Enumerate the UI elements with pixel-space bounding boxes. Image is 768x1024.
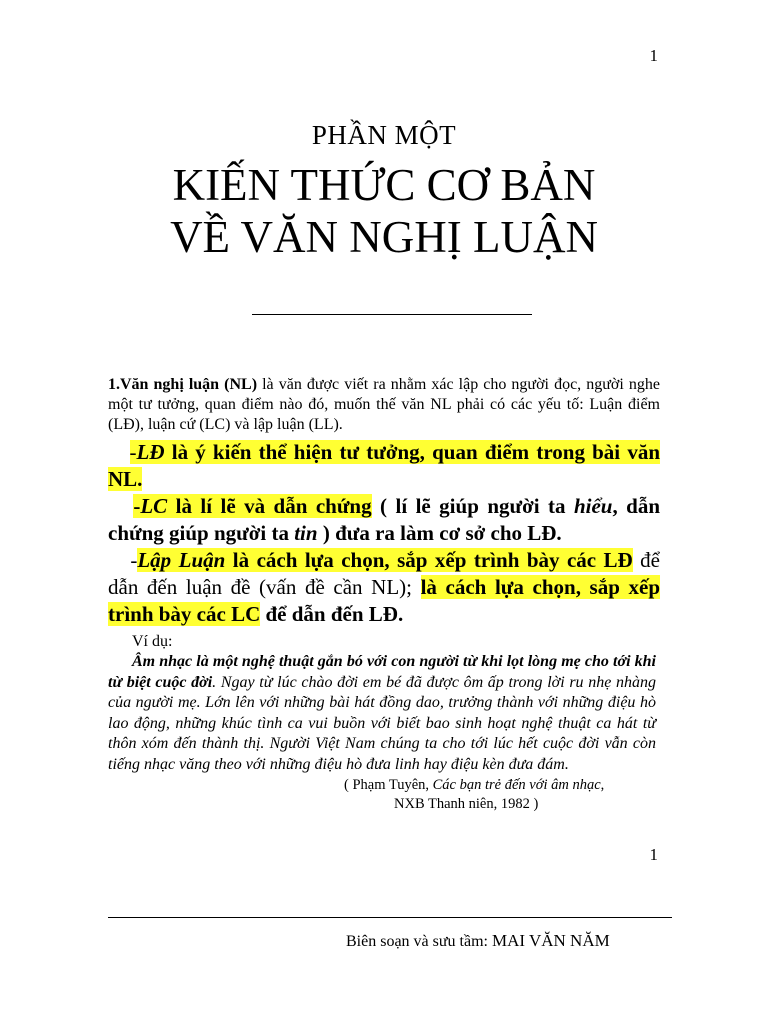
title-line-2: VỀ VĂN NGHỊ LUẬN <box>170 212 598 262</box>
part-heading: PHẦN MỘT <box>311 120 457 150</box>
intro-text: là văn được viết ra nhằm xác lập cho người đọc, người nghe một tư tưởng, quan điểm nào đó, muốn thế văn NL phải có các yếu tố: Luận điểm (LĐ), luận cứ (LC) và lập luận (LL). <box>108 376 660 433</box>
ll-highlight-1: Lập Luận là cách lựa chọn, sắp xếp trình bày các LĐ <box>137 548 633 572</box>
definition-ld <box>108 439 660 493</box>
lc-highlight: -LC là lí lẽ và dẫn chứng <box>133 494 372 518</box>
citation-title: Các bạn trẻ đến với âm nhạc <box>432 777 601 793</box>
intro-lead: 1.Văn nghị luận (NL) <box>108 376 258 393</box>
example-label: Ví dụ: <box>132 633 173 650</box>
example-bold: Âm nhạc là một nghệ thuật gắn bó với con người từ khi lọt lòng mẹ cho tới khi từ biệt cuộc đời <box>108 653 656 691</box>
footer-label: Biên soạn và sưu tầm: <box>346 933 492 950</box>
lc-term: LC <box>140 494 168 518</box>
intro-paragraph <box>108 375 660 435</box>
ld-highlight: -LĐ là ý kiến thể hiện tư tưởng, quan điểm trong bài văn NL. <box>108 440 660 491</box>
title-line-1: KIẾN THỨC CƠ BẢN <box>172 160 596 210</box>
ld-text: là ý kiến thể hiện tư tưởng, quan điểm trong bài văn NL. <box>108 440 660 491</box>
definition-ll: -Lập Luận là cách lựa chọn, sắp xếp trình bày các LĐ để dẫn đến luận đề (vấn đề cần NL); là cách lựa chọn, sắp xếp trình bày các LC để dẫn đến LĐ. <box>108 548 661 626</box>
footer <box>346 931 610 951</box>
page-number-top: 1 <box>649 46 658 65</box>
main-content <box>108 375 660 814</box>
title-divider <box>252 314 532 315</box>
definition-lc: -LC là lí lẽ và dẫn chứng ( lí lẽ giúp người ta hiểu, dẫn chứng giúp người ta tin ) đưa ra làm cơ sở cho LĐ. <box>108 494 661 545</box>
footer-author: MAI VĂN NĂM <box>491 931 610 950</box>
citation-line-1: ( Phạm Tuyên, Các bạn trẻ đến với âm nhạc, <box>344 777 605 793</box>
ll-term: Lập Luận <box>137 548 226 572</box>
page-number-bottom: 1 <box>649 845 658 864</box>
ll-highlight-2: là cách lựa chọn, sắp xếp trình bày các LC <box>108 575 661 626</box>
citation-line-2: NXB Thanh niên, 1982 ) <box>394 796 539 812</box>
example-paragraph <box>108 652 656 775</box>
example-rest: . Ngay từ lúc chào đời em bé đã được ôm ấp trong lời ru nhẹ nhàng của người mẹ. Lớn lên với những bài hát đồng dao, trưởng thành với những điệu hò lao động, những khúc tình ca vui buồn với biết bao sinh hoạt nghệ thuật ca hát từ thôn xóm đến thành thị. Người Việt Nam chúng ta cho tới lúc hết cuộc đời vẫn còn tiếng nhạc văng theo với những điệu hò đưa linh hay điệu kèn đưa đám. <box>108 673 657 773</box>
ld-term: LĐ <box>136 440 165 464</box>
footer-divider <box>108 917 672 918</box>
